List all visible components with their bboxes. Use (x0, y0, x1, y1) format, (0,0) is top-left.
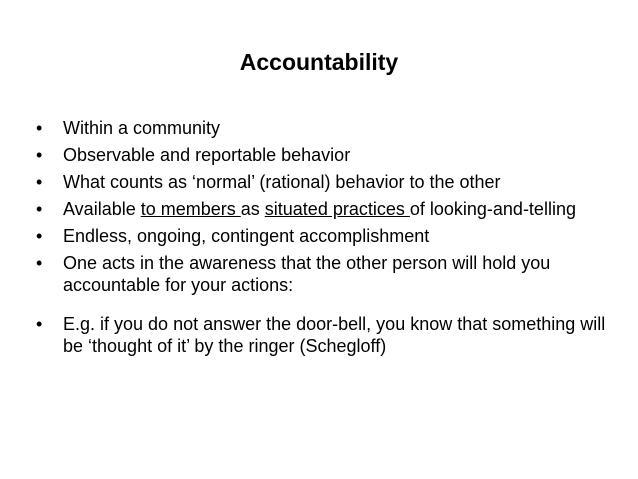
underlined-term-to-members: to members (140, 199, 241, 219)
bullet-text: E.g. if you do not answer the door-bell, you know that something will be ‘thought of it’ by the ringer (Schegloff) (63, 314, 606, 356)
bullet-text: Endless, ongoing, contingent accomplishment (63, 226, 430, 246)
bullet-list (36, 117, 611, 362)
bullet-item-example (36, 313, 611, 357)
bullet-text-part: of looking-and-telling (409, 199, 576, 219)
bullet-item-within-community (36, 117, 611, 139)
bullet-item-observable (36, 144, 611, 166)
bullet-dot-icon: • (36, 314, 43, 334)
bullet-dot-icon: • (36, 145, 43, 165)
bullet-dot-icon: • (36, 118, 43, 138)
underlined-term-situated-practices: situated practices (264, 199, 410, 219)
bullet-dot-icon: • (36, 253, 43, 273)
bullet-dot-icon: • (36, 226, 43, 246)
bullet-text: One acts in the awareness that the other person will hold you accountable for your actions: (63, 253, 551, 295)
bullet-dot-icon: • (36, 172, 43, 192)
bullet-text: Within a community (63, 118, 221, 138)
bullet-item-available (36, 198, 611, 220)
bullet-text-part: Available (63, 199, 141, 219)
bullet-item-endless (36, 225, 611, 247)
bullet-text-part: as (240, 199, 265, 219)
slide-title: Accountability (239, 49, 399, 75)
bullet-item-what-counts (36, 171, 611, 193)
bullet-text: Observable and reportable behavior (63, 145, 351, 165)
bullet-dot-icon: • (36, 199, 43, 219)
bullet-text: What counts as ‘normal’ (rational) behavior to the other (63, 172, 501, 192)
bullet-item-one-acts (36, 252, 611, 296)
